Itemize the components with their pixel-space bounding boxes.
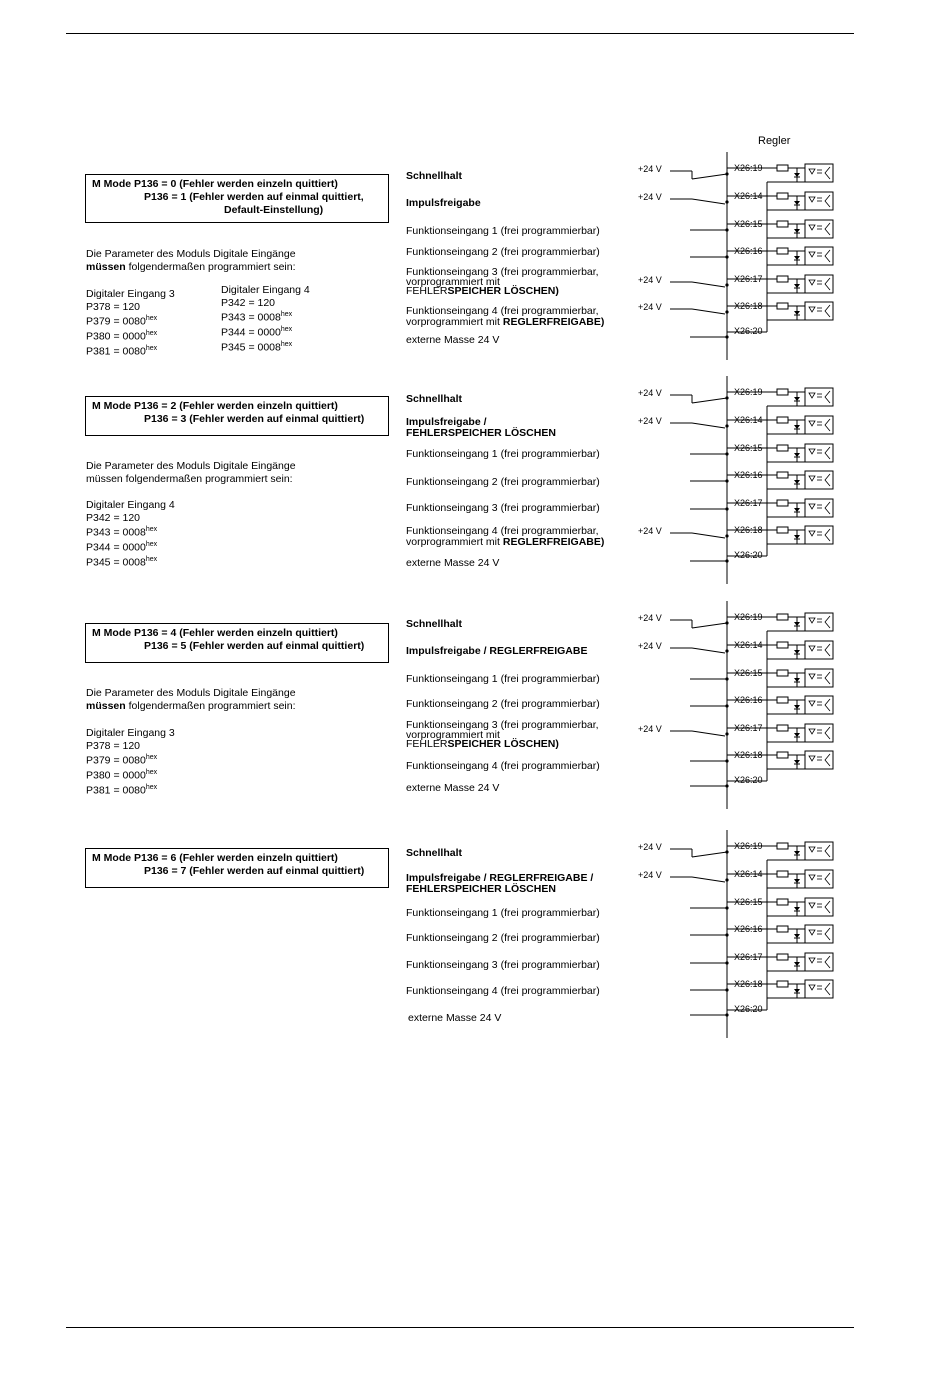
supply-label: +24 V — [638, 416, 662, 426]
signal-label: Impulsfreigabe — [406, 197, 481, 209]
resistor-symbol — [777, 725, 788, 731]
resistor-symbol — [777, 389, 788, 395]
terminal-label: X26:18 — [734, 750, 763, 760]
terminal-label: X26:16 — [734, 695, 763, 705]
supply-label: +24 V — [638, 164, 662, 174]
terminal-label: X26:15 — [734, 668, 763, 678]
signal-label: Schnellhalt — [406, 393, 463, 405]
supply-label: +24 V — [638, 641, 662, 651]
mode-box — [85, 396, 389, 436]
resistor-symbol — [777, 697, 788, 703]
signal-label: Funktionseingang 3 (frei programmierbar) — [406, 502, 600, 514]
terminal-label: X26:14 — [734, 640, 763, 650]
intro-text: Die Parameter des Moduls Digitale Eingänge müssen folgendermaßen programmiert sein: — [86, 248, 296, 273]
mode-line: M Mode P136 = 6 (Fehler werden einzeln quittiert) — [92, 852, 338, 864]
signal-label: Funktionseingang 2 (frei programmierbar) — [406, 932, 600, 944]
intro-text: Die Parameter des Moduls Digitale Eingänge müssen folgendermaßen programmiert sein: — [86, 687, 296, 712]
diode-symbol — [794, 173, 800, 177]
signal-label: Schnellhalt — [406, 847, 463, 859]
terminal-label: X26:19 — [734, 387, 763, 397]
signal-label: externe Masse 24 V — [408, 1012, 502, 1024]
signal-label-multi: Funktionseingang 3 (frei programmierbar, vorprogrammiert mit FEHLERSPEICHER LÖSCHEN) — [406, 719, 599, 750]
resistor-symbol — [777, 670, 788, 676]
signal-label: Funktionseingang 2 (frei programmierbar) — [406, 476, 600, 488]
diode-symbol — [794, 201, 800, 205]
terminal-label: X26:17 — [734, 952, 763, 962]
supply-label: +24 V — [638, 724, 662, 734]
diode-symbol — [794, 678, 800, 682]
resistor-symbol — [777, 221, 788, 227]
resistor-symbol — [777, 981, 788, 987]
mode-line: P136 = 1 (Fehler werden auf einmal quittiert, — [144, 191, 364, 203]
switch-contact — [692, 731, 725, 736]
diode-symbol — [794, 705, 800, 709]
terminal-label: X26:18 — [734, 525, 763, 535]
mode-line: Default-Einstellung) — [224, 204, 324, 216]
diode-symbol — [794, 907, 800, 911]
resistor-symbol — [777, 276, 788, 282]
diode-symbol — [794, 622, 800, 626]
circuit-diagram — [630, 601, 840, 811]
diode-symbol — [794, 508, 800, 512]
resistor-symbol — [777, 193, 788, 199]
circuit-diagram — [630, 376, 840, 586]
terminal-label: X26:20 — [734, 775, 763, 785]
mode-line: M Mode P136 = 4 (Fehler werden einzeln quittiert) — [92, 627, 338, 639]
param-group-input-3: Digitaler Eingang 3 P378 = 120 $P379 = 0080^{hex}$ $P380 = 0000^{hex}$ $P381 = 0080^{hex}$ — [86, 288, 175, 358]
diode-symbol — [794, 311, 800, 315]
resistor-symbol — [777, 527, 788, 533]
resistor-symbol — [777, 642, 788, 648]
switch-contact — [692, 398, 727, 403]
bottom-rule — [66, 1327, 854, 1328]
terminal-label: X26:14 — [734, 415, 763, 425]
resistor-symbol — [777, 614, 788, 620]
signal-label-multi: Funktionseingang 3 (frei programmierbar, vorprogrammiert mit FEHLERSPEICHER LÖSCHEN) — [406, 266, 599, 297]
diode-symbol — [794, 650, 800, 654]
signal-label: externe Masse 24 V — [406, 334, 500, 346]
resistor-symbol — [777, 417, 788, 423]
diode-symbol — [794, 453, 800, 457]
supply-label: +24 V — [638, 613, 662, 623]
regler-label: Regler — [758, 135, 791, 147]
diode-symbol — [794, 256, 800, 260]
switch-contact — [692, 877, 725, 882]
signal-label: Funktionseingang 2 (frei programmierbar) — [406, 246, 600, 258]
mode-line: P136 = 5 (Fehler werden auf einmal quittiert) — [144, 640, 365, 652]
signal-label-multi: Impulsfreigabe / REGLERFREIGABE / FEHLERSPEICHER LÖSCHEN — [406, 872, 594, 895]
intro-text: Die Parameter des Moduls Digitale Eingänge müssen folgendermaßen programmiert sein: — [86, 460, 296, 485]
resistor-symbol — [777, 165, 788, 171]
resistor-symbol — [777, 752, 788, 758]
terminal-node — [725, 283, 728, 286]
diode-symbol — [794, 425, 800, 429]
diode-symbol — [794, 284, 800, 288]
switch-contact — [692, 309, 725, 314]
switch-contact — [692, 199, 725, 204]
terminal-node — [725, 310, 728, 313]
diode-symbol — [794, 733, 800, 737]
signal-label: Schnellhalt — [406, 170, 463, 182]
resistor-symbol — [777, 954, 788, 960]
resistor-symbol — [777, 303, 788, 309]
terminal-label: X26:19 — [734, 612, 763, 622]
terminal-label: X26:20 — [734, 550, 763, 560]
terminal-node — [725, 200, 728, 203]
param-group-input-3: Digitaler Eingang 3 P378 = 120 $P379 = 0080^{hex}$ $P380 = 0000^{hex}$ $P381 = 0080^{hex}$ — [86, 727, 175, 797]
supply-label: +24 V — [638, 388, 662, 398]
terminal-label: X26:17 — [734, 274, 763, 284]
diode-symbol — [794, 962, 800, 966]
switch-contact — [692, 282, 725, 287]
supply-label: +24 V — [638, 192, 662, 202]
mode-box — [85, 174, 389, 223]
signal-label: Funktionseingang 4 (frei programmierbar) — [406, 985, 600, 997]
switch-contact — [692, 423, 725, 428]
param-group-input-4: Digitaler Eingang 4 P342 = 120 $P343 = 0008^{hex}$ $P344 = 0000^{hex}$ $P345 = 0008^{hex}$ — [221, 284, 310, 354]
diode-symbol — [794, 229, 800, 233]
circuit-diagram — [630, 152, 840, 362]
supply-label: +24 V — [638, 302, 662, 312]
resistor-symbol — [777, 472, 788, 478]
mode-line: P136 = 7 (Fehler werden auf einmal quittiert) — [144, 865, 365, 877]
signal-label: Funktionseingang 4 (frei programmierbar) — [406, 760, 600, 772]
resistor-symbol — [777, 926, 788, 932]
terminal-label: X26:15 — [734, 443, 763, 453]
resistor-symbol — [777, 445, 788, 451]
mode-line: M Mode P136 = 0 (Fehler werden einzeln quittiert) — [92, 178, 338, 190]
mode-box — [85, 623, 389, 663]
signal-label: Funktionseingang 1 (frei programmierbar) — [406, 673, 600, 685]
resistor-symbol — [777, 871, 788, 877]
diode-symbol — [794, 535, 800, 539]
switch-contact — [692, 648, 725, 653]
terminal-label: X26:16 — [734, 246, 763, 256]
switch-contact — [692, 533, 725, 538]
signal-label: Impulsfreigabe / REGLERFREIGABE — [406, 645, 588, 657]
terminal-node — [725, 424, 728, 427]
signal-label: Funktionseingang 3 (frei programmierbar) — [406, 959, 600, 971]
diode-symbol — [794, 760, 800, 764]
diode-symbol — [794, 851, 800, 855]
terminal-label: X26:19 — [734, 841, 763, 851]
top-rule — [66, 33, 854, 34]
resistor-symbol — [777, 843, 788, 849]
mode-line: M Mode P136 = 2 (Fehler werden einzeln quittiert) — [92, 400, 338, 412]
signal-label: externe Masse 24 V — [406, 557, 500, 569]
terminal-node — [725, 878, 728, 881]
signal-label: externe Masse 24 V — [406, 782, 500, 794]
terminal-label: X26:14 — [734, 869, 763, 879]
terminal-label: X26:19 — [734, 163, 763, 173]
resistor-symbol — [777, 899, 788, 905]
switch-contact — [692, 623, 727, 628]
terminal-label: X26:16 — [734, 924, 763, 934]
terminal-node — [725, 534, 728, 537]
resistor-symbol — [777, 500, 788, 506]
signal-label: Funktionseingang 1 (frei programmierbar) — [406, 225, 600, 237]
resistor-symbol — [777, 248, 788, 254]
terminal-label: X26:17 — [734, 498, 763, 508]
diode-symbol — [794, 397, 800, 401]
supply-label: +24 V — [638, 870, 662, 880]
terminal-node — [725, 732, 728, 735]
param-group-input-4: Digitaler Eingang 4 P342 = 120 $P343 = 0008^{hex}$ $P344 = 0000^{hex}$ $P345 = 0008^{hex}$ — [86, 499, 175, 569]
switch-contact — [692, 174, 727, 179]
supply-label: +24 V — [638, 842, 662, 852]
signal-label: Funktionseingang 2 (frei programmierbar) — [406, 698, 600, 710]
circuit-diagram — [630, 830, 840, 1040]
terminal-label: X26:20 — [734, 1004, 763, 1014]
mode-line: P136 = 3 (Fehler werden auf einmal quittiert) — [144, 413, 365, 425]
switch-contact — [692, 852, 727, 857]
signal-label-multi: Funktionseingang 4 (frei programmierbar, vorprogrammiert mit REGLERFREIGABE) — [406, 305, 605, 328]
supply-label: +24 V — [638, 526, 662, 536]
terminal-label: X26:17 — [734, 723, 763, 733]
diode-symbol — [794, 934, 800, 938]
diode-symbol — [794, 989, 800, 993]
signal-label: Funktionseingang 1 (frei programmierbar) — [406, 907, 600, 919]
diode-symbol — [794, 879, 800, 883]
signal-label-multi: Impulsfreigabe / FEHLERSPEICHER LÖSCHEN — [406, 416, 556, 439]
supply-label: +24 V — [638, 275, 662, 285]
terminal-label: X26:20 — [734, 326, 763, 336]
signal-label: Schnellhalt — [406, 618, 463, 630]
terminal-label: X26:15 — [734, 219, 763, 229]
terminal-label: X26:15 — [734, 897, 763, 907]
terminal-label: X26:18 — [734, 979, 763, 989]
mode-box — [85, 848, 389, 888]
terminal-label: X26:18 — [734, 301, 763, 311]
terminal-label: X26:14 — [734, 191, 763, 201]
terminal-label: X26:16 — [734, 470, 763, 480]
diode-symbol — [794, 480, 800, 484]
signal-label-multi: Funktionseingang 4 (frei programmierbar, vorprogrammiert mit REGLERFREIGABE) — [406, 525, 605, 548]
signal-label: Funktionseingang 1 (frei programmierbar) — [406, 448, 600, 460]
terminal-node — [725, 649, 728, 652]
